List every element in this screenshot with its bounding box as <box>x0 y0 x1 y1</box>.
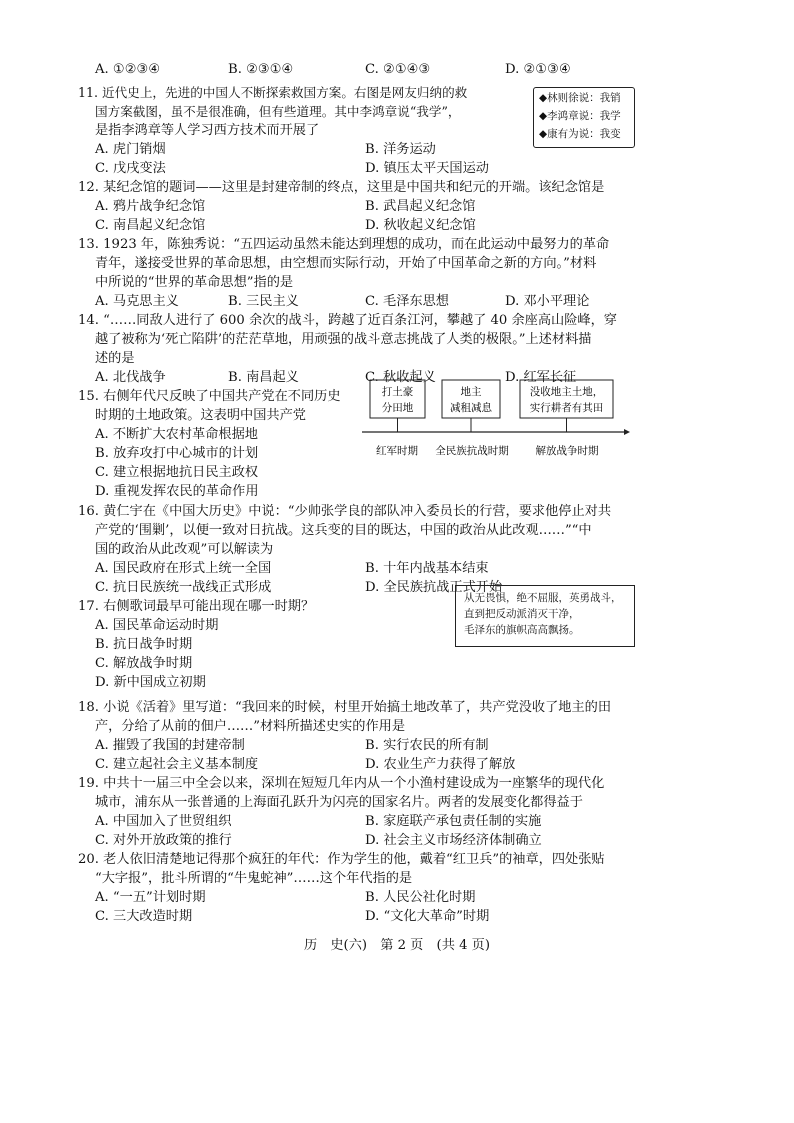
question-stem-line: 述的是 <box>95 351 135 366</box>
quote-line: ◆康有为说：我变 <box>539 128 621 140</box>
question-stem-line: 越了被称为‘死亡陷阱’的茫茫草地，用顽强的战斗意志挑战了人类的极限。”上述材料描 <box>95 332 592 347</box>
option-a: A. 中国加入了世贸组织 <box>95 814 232 829</box>
question-stem-line: 青年，遂接受世界的革命思想，由空想而实际行动，开始了中国革命之新的方向。”材料 <box>95 256 597 271</box>
question-stem-line: 20. 老人依旧清楚地记得那个疯狂的年代：作为学生的他，戴着“红卫兵”的袖章，四处张贴 <box>78 852 605 867</box>
option-c: C. 秋收起义 <box>365 370 436 385</box>
question-stem-line: 中所说的“世界的革命思想”指的是 <box>95 275 294 290</box>
option-c: C. 解放战争时期 <box>95 656 193 671</box>
lyrics-line: 毛泽东的旗帜高高飘扬。 <box>464 624 580 636</box>
option-d: D. “文化大革命”时期 <box>365 909 490 924</box>
option-d: D. 新中国成立初期 <box>95 675 206 690</box>
arrow-head-icon <box>624 429 630 435</box>
option-c: C. 抗日民族统一战线正式形成 <box>95 580 272 595</box>
option-a: A. 鸦片战争纪念馆 <box>95 199 206 214</box>
timeline-box-2-line-2: 减租减息 <box>450 402 492 414</box>
lyrics-box <box>455 585 635 647</box>
option-b: B. 三民主义 <box>228 294 299 309</box>
option-d: D. 重视发挥农民的革命作用 <box>95 484 259 499</box>
option-c: C. 建立根据地抗日民主政权 <box>95 465 259 480</box>
quote-line: ◆李鸿章说：我学 <box>539 110 621 122</box>
option-a: A. 不断扩大农村革命根据地 <box>95 427 258 442</box>
option-c: C. 对外开放政策的推行 <box>95 833 232 848</box>
option-d: D. ②①③④ <box>505 62 571 77</box>
option-c: C. 三大改造时期 <box>95 909 193 924</box>
option-b: B. 抗日战争时期 <box>95 637 193 652</box>
lyrics-line: 从无畏惧，绝不屈服，英勇战斗， <box>464 592 622 604</box>
question-stem-line: 城市，浦东从一张普通的上海面孔跃升为闪亮的国家名片。两者的发展变化都得益于 <box>95 795 583 810</box>
option-c: C. 南昌起义纪念馆 <box>95 218 206 233</box>
question-stem-line: 国的政治从此改观”可以解读为 <box>95 542 274 557</box>
option-c: C. 建立起社会主义基本制度 <box>95 757 259 772</box>
question-stem-line: 产，分给了从前的佃户……”材料所描述史实的作用是 <box>95 719 406 734</box>
question-stem-line: 17. 右侧歌词最早可能出现在哪一时期？ <box>78 599 315 614</box>
option-a: A. 马克思主义 <box>95 294 179 309</box>
timeline-box-2-line-1: 地主 <box>460 386 482 398</box>
land-policy-timeline <box>362 374 632 464</box>
option-a: A. 国民政府在形式上统一全国 <box>95 561 272 576</box>
option-b: B. 南昌起义 <box>228 370 299 385</box>
timeline-box-3-line-2: 实行耕者有其田 <box>529 402 604 414</box>
question-stem-line: 19. 中共十一届三中全会以来，深圳在短短几年内从一个小渔村建设成为一座繁华的现代化 <box>78 776 605 791</box>
question-stem-line: 12. 某纪念馆的题词——这里是封建帝制的终点，这里是中国共和纪元的开端。该纪念馆是 <box>78 180 605 195</box>
option-b: B. 实行农民的所有制 <box>365 738 489 753</box>
period-label: 全民族抗战时期 <box>435 445 509 457</box>
quote-box <box>533 87 635 148</box>
option-c: C. 毛泽东思想 <box>365 294 449 309</box>
option-d: D. 农业生产力获得了解放 <box>365 757 516 772</box>
question-stem-line: 15. 右侧年代尺反映了中国共产党在不同历史 <box>78 389 341 404</box>
question-stem-line: 14. “……同敌人进行了 600 余次的战斗，跨越了近百条江河，攀越了 40 余座高山险峰，穿 <box>78 313 617 328</box>
option-a: A. 国民革命运动时期 <box>95 618 219 633</box>
option-a: A. 虎门销烟 <box>95 142 166 157</box>
option-a: A. ①②③④ <box>95 62 161 77</box>
option-b: B. 十年内战基本结束 <box>365 561 489 576</box>
timeline-box-3-line-1: 没收地主土地， <box>529 386 604 398</box>
option-a: A. 北伐战争 <box>95 370 166 385</box>
question-stem-line: 13. 1923 年，陈独秀说：“五四运动虽然未能达到理想的成功，而在此运动中最努力的革命 <box>78 237 610 252</box>
question-stem-line: 16. 黄仁宇在《中国大历史》中说：“少帅张学良的部队冲入委员长的行营，要求他停止对共 <box>78 504 612 519</box>
option-d: D. 邓小平理论 <box>505 294 590 309</box>
option-b: B. ②③①④ <box>228 62 294 77</box>
option-c: C. 戊戌变法 <box>95 161 166 176</box>
question-stem-line: 时期的土地政策。这表明中国共产党 <box>95 408 306 423</box>
period-label: 红军时期 <box>376 445 418 457</box>
period-label: 解放战争时期 <box>535 445 599 457</box>
question-stem-line: 18. 小说《活着》里写道：“我回来的时候，村里开始搞土地改革了，共产党没收了地主的田 <box>78 700 612 715</box>
option-c: C. ②①④③ <box>365 62 431 77</box>
option-d: D. 全民族抗战正式开始 <box>365 580 503 595</box>
question-stem-line: “大字报”，批斗所谓的“牛鬼蛇神”……这个年代指的是 <box>95 871 413 886</box>
option-b: B. 洋务运动 <box>365 142 436 157</box>
option-d: D. 秋收起义纪念馆 <box>365 218 476 233</box>
option-d: D. 镇压太平天国运动 <box>365 161 489 176</box>
option-a: A. “一五”计划时期 <box>95 890 206 905</box>
question-stem-line: 11. 近代史上，先进的中国人不断探索救国方案。右图是网友归纳的救 <box>78 85 468 100</box>
option-d: D. 红军长征 <box>505 370 577 385</box>
lyrics-line: 直到把反动派消灭干净， <box>464 608 580 620</box>
question-stem-line: 国方案截图，虽不是很准确，但有些道理。其中李鸿章说“我学”， <box>95 104 461 119</box>
quote-line: ◆林则徐说：我销 <box>539 92 621 104</box>
option-b: B. 武昌起义纪念馆 <box>365 199 476 214</box>
option-b: B. 家庭联产承包责任制的实施 <box>365 814 542 829</box>
question-stem-line: 产党的‘围剿’，以便一致对日抗战。这兵变的目的既达，中国的政治从此改观……”“中 <box>95 523 592 538</box>
option-b: B. 人民公社化时期 <box>365 890 476 905</box>
option-d: D. 社会主义市场经济体制确立 <box>365 833 542 848</box>
option-b: B. 放弃攻打中心城市的计划 <box>95 446 259 461</box>
timeline-box-1-line-2: 分田地 <box>381 402 414 414</box>
timeline-box-1-line-1: 打土豪 <box>381 386 414 398</box>
question-stem-line: 是指李鸿章等人学习西方技术而开展了 <box>95 123 320 138</box>
option-a: A. 摧毁了我国的封建帝制 <box>95 738 245 753</box>
page-footer: 历 史(六) 第 2 页 (共 4 页) <box>303 938 490 953</box>
